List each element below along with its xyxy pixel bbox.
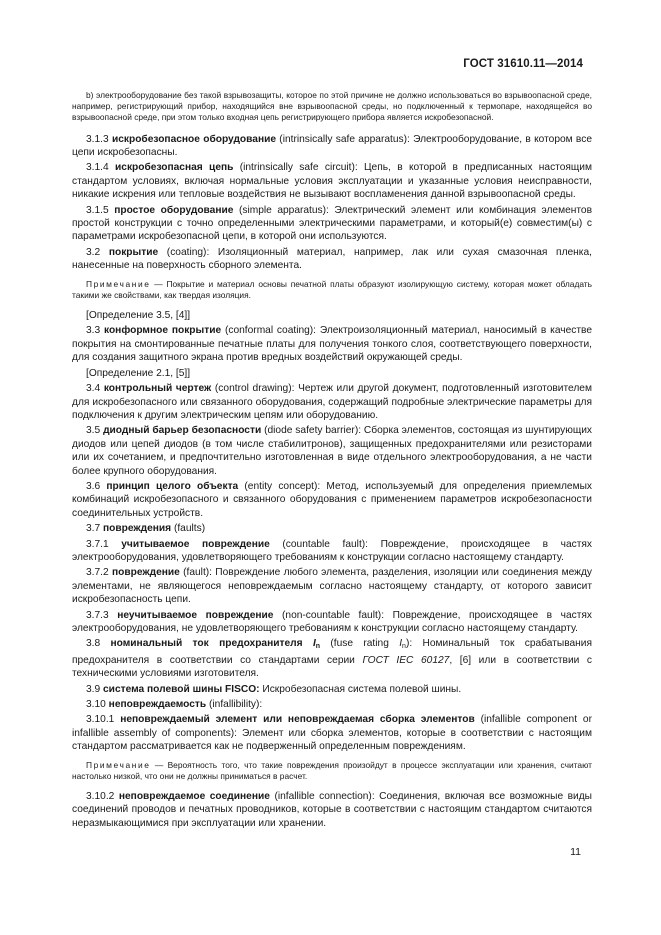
definition-text: (coating): Изоляционный материал, например, лак или сухая смазочная пленка, нанесенные на поверхность сборного элемента.	[72, 246, 592, 272]
clause-number: 3.5	[86, 425, 101, 437]
note-text: — Покрытие и материал основы печатной платы образуют изолирующую систему, которая может обладать такими же свойствами, как твердая изоляция.	[72, 278, 592, 300]
term: повреждение	[111, 567, 180, 579]
definition-3-1-4	[72, 161, 592, 201]
definition-text: (infallibility):	[206, 699, 263, 711]
term: номинальный ток предохранителя	[110, 638, 313, 650]
note-text: — Вероятность того, что такие повреждения произойдут в процессе эксплуатации или хранения, считают настолько низкой, что они не должны приниматься в расчет.	[72, 759, 592, 781]
definition-text: (entity concept): Метод, используемый для определения приемлемых комбинаций искробезопасного и связанного оборудования с применением параметров искробезопасности соединительных устройств.	[72, 480, 592, 519]
fuse-symbol: I	[312, 638, 316, 650]
note-label: Примечание	[86, 278, 151, 289]
note-infallibility	[72, 760, 592, 782]
definition-3-7	[72, 522, 592, 535]
term: простое оборудование	[114, 204, 234, 216]
reference-3-5: [Определение 3.5, [4]]	[86, 310, 191, 322]
definition-text: (fault): Повреждение любого элемента, разделения, изоляции или соединения между элементами, не являющегося неповреждаемым согласно настоящему стандарту, от которого зависит искробезопасность цепи.	[72, 567, 592, 606]
definition-3-7-1	[72, 538, 592, 565]
term: искробезопасное оборудование	[111, 133, 277, 145]
term: искробезопасная цепь	[115, 162, 234, 174]
paragraph-intro-b: b) электрооборудование без такой взрывозащиты, которое по этой причине не должно использоваться во взрывоопасной среде, например, регистрирующий прибор, находящийся вне взрывоопасной среды, но подключенный к термопаре, находящейся во взрывоопасной среде, при этом только входная цепь регистрирующего прибора является искробезопасной.	[72, 90, 592, 123]
definition-3-5	[72, 424, 592, 478]
definition-text: (simple apparatus): Электрический элемент или комбинация элементов простой конструкции с точно определенными электрическими параметрами, и который(е) совместим(ы) с параметрами искробезопасной цепи, в которой они используются.	[72, 204, 592, 243]
clause-number: 3.10.2	[86, 791, 115, 803]
term: конформное покрытие	[104, 325, 222, 337]
term: учитываемое повреждение	[121, 538, 270, 550]
standard-header: ГОСТ 31610.11—2014	[463, 58, 583, 70]
definition-text: (countable fault): Повреждение, происходящее в частях электрооборудования, удовлетворяющего требованиям к конструкции согласно настоящему стандарту.	[72, 538, 593, 563]
definition-3-10-2	[72, 790, 592, 830]
definition-3-1-3	[72, 133, 592, 160]
definition-3-2	[72, 246, 592, 273]
definition-text: (infallible connection): Соединения, включая все возможные виды соединений проводов и печатных проводников, которые в соответствии с настоящим стандартом считаются неразмыкающимися при эксплуатации или хранении.	[72, 791, 592, 829]
note-label: Примечание	[86, 759, 151, 770]
definition-3-3	[72, 324, 592, 364]
definition-3-1-5	[72, 204, 592, 244]
term: неучитываемое повреждение	[117, 609, 274, 621]
document-body	[72, 90, 592, 832]
definition-3-9	[72, 683, 592, 696]
definition-text: Искробезопасная система полевой шины.	[259, 683, 462, 695]
fuse-symbol-inline: I	[399, 638, 403, 650]
note-coating	[72, 279, 592, 301]
definition-text-pre: (fuse rating	[320, 638, 400, 650]
clause-number: 3.7.3	[86, 609, 109, 621]
clause-number: 3.1.4	[86, 162, 109, 174]
fuse-symbol-inline-subscript: n	[402, 643, 406, 651]
term: неповреждаемое соединение	[118, 791, 270, 803]
definition-3-6	[72, 480, 592, 520]
term: покрытие	[108, 246, 159, 258]
term: неповреждаемость	[108, 699, 207, 711]
clause-number: 3.10	[86, 699, 106, 711]
definition-text: (intrinsically safe apparatus): Электрооборудование, в котором все цепи искробезопасны.	[72, 133, 592, 159]
page-number: 11	[570, 846, 581, 858]
term: неповреждаемый элемент или неповреждаемая сборка элементов	[120, 714, 475, 726]
definition-3-4	[72, 382, 592, 422]
fuse-symbol-subscript: n	[315, 643, 321, 651]
definition-text: (control drawing): Чертеж или другой документ, подготовленный изготовителем для искробезопасного или связанного оборудования, содержащий подробные электрические параметры для подключения к другим электрическим цепям или оборудованию.	[72, 383, 592, 421]
clause-number: 3.7.1	[86, 538, 109, 550]
definition-text-mid: ): Номинальный ток срабатывания предохранителя в соответствии со стандартами серии	[72, 638, 593, 666]
clause-number: 3.2	[86, 246, 101, 258]
reference-2-1: [Определение 2.1, [5]]	[86, 367, 191, 379]
clause-number: 3.4	[86, 383, 101, 395]
term: принцип целого объекта	[106, 480, 239, 492]
definition-3-7-2	[72, 566, 592, 606]
definition-text-post: , [6] или в соответствии с техническими условиями изготовителя.	[72, 654, 593, 680]
clause-number: 3.1.3	[86, 133, 109, 145]
clause-number: 3.7.2	[86, 567, 109, 579]
clause-number: 3.8	[86, 638, 101, 650]
definition-3-10-1	[72, 713, 592, 753]
clause-number: 3.9	[86, 683, 101, 695]
standard-reference: ГОСТ IEC 60127	[362, 654, 450, 666]
definition-text: (diode safety barrier): Сборка элементов, состоящая из шунтирующих диодов или цепей диодов (в том числе стабилитронов), защищенных предохранителями или резисторами или их сочетанием, и предпочтительно изготовленная в виде отдельного электрооборудования, а не части более крупного оборудования.	[72, 425, 593, 477]
definition-text: (intrinsically safe circuit): Цепь, в которой в предписанных настоящим стандартом условиях, включая нормальные условия эксплуатации и указанные условия неисправности, никакие искрения или тепловые воздействия не вызывают воспламенения данной взрывоопасной среды.	[72, 162, 592, 201]
term: повреждения	[103, 523, 172, 535]
definition-text: (non-countable fault): Повреждение, происходящее в частях электрооборудования, не удовлетворяющего требованиям к конструкции согласно настоящему стандарту.	[72, 609, 592, 635]
definition-3-8	[72, 637, 592, 680]
term: система полевой шины FISCO:	[103, 683, 260, 695]
definition-3-7-3	[72, 609, 592, 636]
clause-number: 3.10.1	[86, 714, 115, 726]
definition-3-10	[72, 698, 592, 711]
clause-number: 3.3	[86, 325, 101, 337]
clause-number: 3.6	[86, 480, 101, 492]
clause-number: 3.7	[86, 523, 101, 535]
term: диодный барьер безопасности	[103, 425, 262, 437]
clause-number: 3.1.5	[86, 204, 109, 216]
definition-text: (faults)	[171, 523, 206, 535]
term: контрольный чертеж	[103, 383, 212, 395]
definition-text: (infallible component or infallible assembly of components): Элемент или сборка элементов, которые в соответствии с настоящим стандартом рассматривается как не подверженный определенным повреждениям.	[72, 714, 592, 753]
definition-text: (conformal coating): Электроизоляционный материал, наносимый в качестве покрытия на смонтированные печатные платы для получения тонкого слоя, соответствующего поверхности, для создания защитного экрана против вредных воздействий окружающей среды.	[72, 325, 592, 364]
